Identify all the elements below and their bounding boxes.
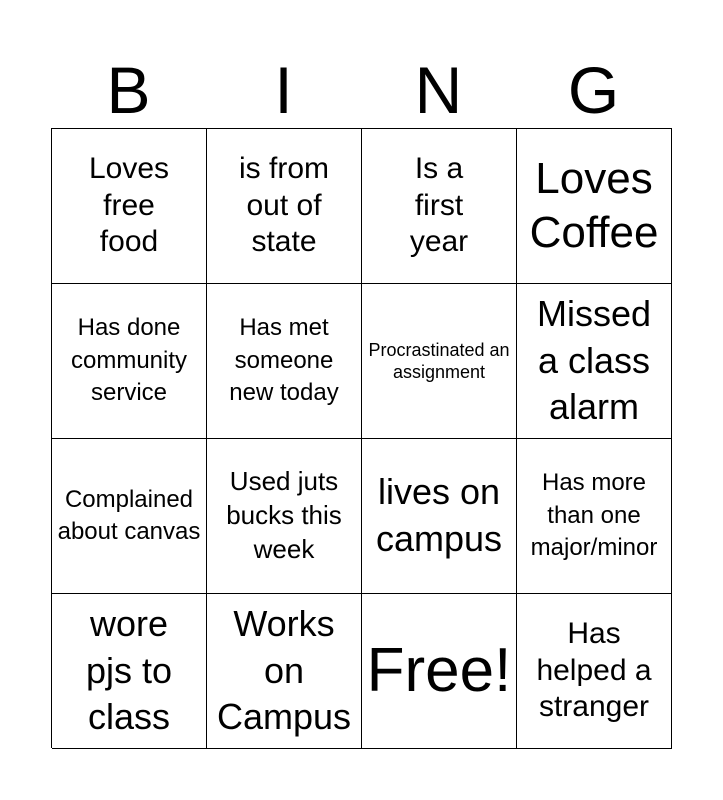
cell-text: Has met someone new today xyxy=(229,314,339,407)
cell-text: Has helped a stranger xyxy=(536,617,652,724)
cell-text: is from out of state xyxy=(239,152,329,259)
cell-text: Has more than one major/minor xyxy=(530,469,658,562)
bingo-board xyxy=(51,128,672,748)
bingo-cell[interactable] xyxy=(362,284,517,439)
bingo-cell[interactable] xyxy=(52,594,207,749)
header-letter-n: N xyxy=(414,53,463,127)
cell-text: Used juts bucks this week xyxy=(226,466,342,564)
bingo-cell[interactable] xyxy=(517,284,672,439)
cell-text: wore pjs to class xyxy=(85,602,173,738)
bingo-cell[interactable] xyxy=(52,284,207,439)
free-space-text: Free! xyxy=(366,635,512,705)
cell-text: Is a first year xyxy=(409,152,469,259)
cell-text: Has done community service xyxy=(70,314,188,407)
bingo-cell[interactable] xyxy=(207,129,362,284)
header-letter-g: G xyxy=(567,53,620,127)
bingo-cell[interactable] xyxy=(517,594,672,749)
bingo-cell[interactable] xyxy=(362,129,517,284)
free-space-cell[interactable] xyxy=(362,594,517,749)
cell-text: Procrastinated an assignment xyxy=(368,339,510,382)
cell-text: Loves Coffee xyxy=(529,154,659,257)
cell-text: lives on campus xyxy=(375,471,503,559)
header-letter-b: B xyxy=(106,53,151,127)
bingo-cell[interactable] xyxy=(207,439,362,594)
bingo-cell[interactable] xyxy=(362,439,517,594)
bingo-cell[interactable] xyxy=(207,594,362,749)
bingo-cell[interactable] xyxy=(517,439,672,594)
cell-text: Missed a class alarm xyxy=(536,292,652,428)
cell-text: Complained about canvas xyxy=(57,485,201,545)
bingo-cell[interactable] xyxy=(52,439,207,594)
bingo-cell[interactable] xyxy=(207,284,362,439)
cell-text: Loves free food xyxy=(88,152,170,259)
bingo-header xyxy=(51,52,671,128)
header-letter-i: I xyxy=(274,53,293,127)
bingo-cell[interactable] xyxy=(517,129,672,284)
bingo-cell[interactable] xyxy=(52,129,207,284)
cell-text: Works on Campus xyxy=(216,602,352,738)
